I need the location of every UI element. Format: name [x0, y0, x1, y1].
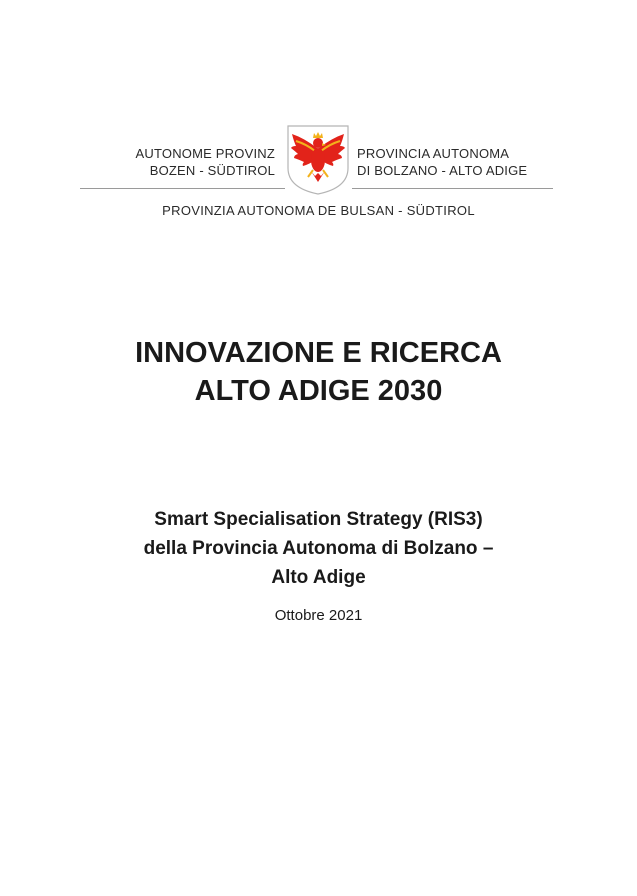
document-title-line-2: ALTO ADIGE 2030: [194, 375, 443, 407]
province-name-italian-line-2: DI BOLZANO - ALTO ADIGE: [357, 163, 528, 178]
province-name-italian: [357, 145, 527, 179]
eagle-coat-of-arms-icon: [286, 124, 350, 196]
province-name-german: [136, 145, 275, 179]
document-subtitle: [0, 505, 637, 592]
document-subtitle-line-3: Alto Adige: [271, 567, 366, 588]
document-title: [0, 334, 637, 410]
document-subtitle-line-2: della Provincia Autonoma di Bolzano –: [143, 538, 494, 559]
document-date: Ottobre 2021: [274, 607, 363, 624]
province-name-german-line-1: AUTONOME PROVINZ: [135, 146, 275, 161]
province-name-italian-line-1: PROVINCIA AUTONOMA: [357, 146, 510, 161]
province-name-ladin: PROVINZIA AUTONOMA DE BULSAN - SÜDTIROL: [162, 203, 475, 218]
document-subtitle-line-1: Smart Specialisation Strategy (RIS3): [154, 509, 483, 530]
province-name-german-line-2: BOZEN - SÜDTIROL: [149, 163, 275, 178]
letterhead: [0, 0, 637, 230]
header-divider-right: [352, 188, 553, 189]
header-divider-left: [80, 188, 285, 189]
document-title-line-1: INNOVAZIONE E RICERCA: [135, 337, 502, 369]
